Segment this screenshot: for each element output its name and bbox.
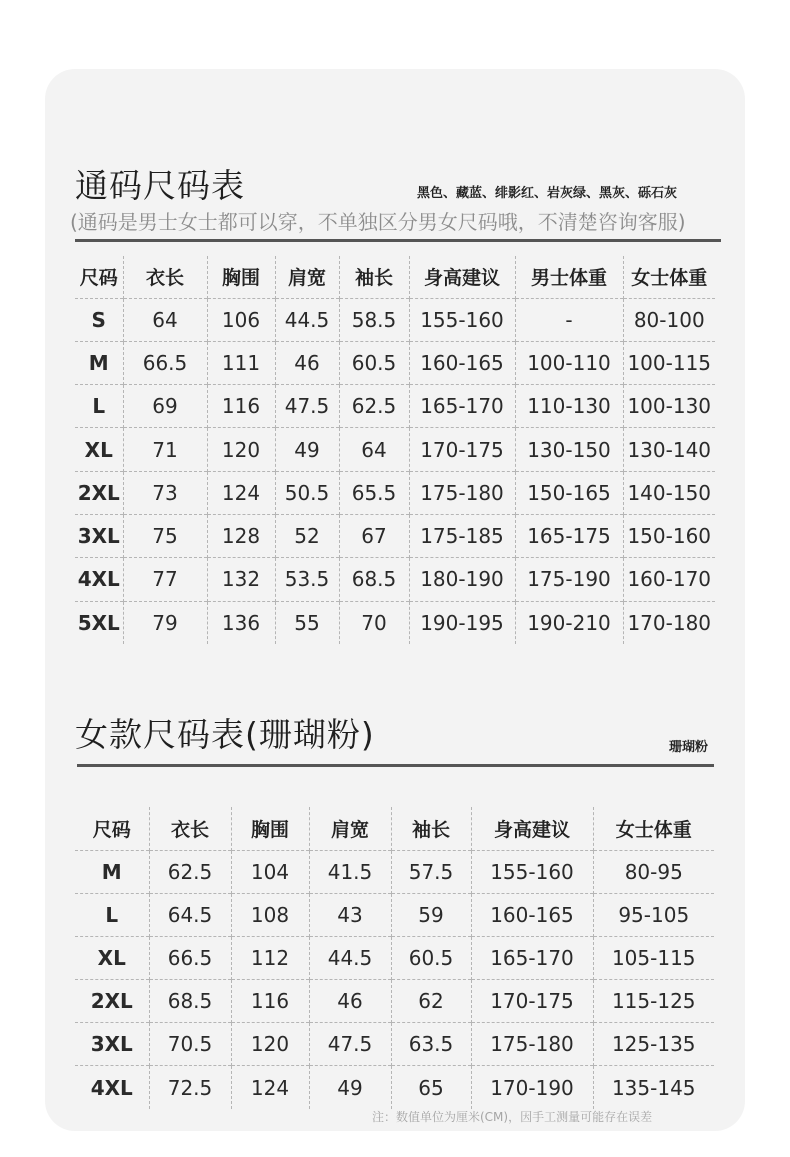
table-cell: 62.5 bbox=[149, 850, 231, 893]
table-cell: 68.5 bbox=[339, 558, 409, 601]
column-header: 男士体重 bbox=[515, 256, 623, 298]
table-cell: 110-130 bbox=[515, 385, 623, 428]
table-cell: 47.5 bbox=[275, 385, 339, 428]
table-cell: 130-140 bbox=[623, 428, 715, 471]
table-row bbox=[75, 850, 714, 893]
table-cell: 57.5 bbox=[391, 850, 471, 893]
table-row bbox=[75, 893, 714, 936]
table-cell: 175-190 bbox=[515, 558, 623, 601]
column-header: 袖长 bbox=[339, 256, 409, 298]
table-cell: 116 bbox=[231, 980, 309, 1023]
table-cell: 111 bbox=[207, 341, 275, 384]
table-cell: 104 bbox=[231, 850, 309, 893]
table-row bbox=[75, 1023, 714, 1066]
table-cell: 175-180 bbox=[409, 471, 515, 514]
table-row bbox=[75, 471, 715, 514]
table-cell: 108 bbox=[231, 893, 309, 936]
unisex-subtitle: (通码是男士女士都可以穿，不单独区分男女尺码哦，不清楚咨询客服) bbox=[70, 210, 686, 234]
table-cell: 190-210 bbox=[515, 601, 623, 644]
table-cell: 64.5 bbox=[149, 893, 231, 936]
table-cell: 165-175 bbox=[515, 514, 623, 557]
table-cell: 49 bbox=[309, 1066, 391, 1109]
table-row bbox=[75, 601, 715, 644]
table-cell: 44.5 bbox=[275, 298, 339, 341]
table-row bbox=[75, 341, 715, 384]
table-cell: 47.5 bbox=[309, 1023, 391, 1066]
size-label-cell: XL bbox=[75, 428, 123, 471]
table-cell: 130-150 bbox=[515, 428, 623, 471]
table-cell: 80-95 bbox=[593, 850, 714, 893]
table-cell: 160-165 bbox=[471, 893, 593, 936]
table-cell: 46 bbox=[309, 980, 391, 1023]
table-cell: 132 bbox=[207, 558, 275, 601]
table-cell: 49 bbox=[275, 428, 339, 471]
table-cell: 60.5 bbox=[391, 936, 471, 979]
size-label-cell: L bbox=[75, 385, 123, 428]
table-cell: 120 bbox=[231, 1023, 309, 1066]
column-header: 尺码 bbox=[79, 267, 118, 290]
table-cell: 67 bbox=[339, 514, 409, 557]
table-cell: 180-190 bbox=[409, 558, 515, 601]
size-label-cell: 2XL bbox=[75, 471, 123, 514]
column-header: 肩宽 bbox=[309, 807, 391, 850]
table-cell: 64 bbox=[339, 428, 409, 471]
header-row bbox=[75, 256, 715, 298]
size-label-cell: M bbox=[75, 341, 123, 384]
size-label-cell: L bbox=[75, 893, 149, 936]
table-cell: 62 bbox=[391, 980, 471, 1023]
table-cell: 66.5 bbox=[123, 341, 207, 384]
table-row bbox=[75, 980, 714, 1023]
table-row bbox=[75, 1066, 714, 1109]
size-label-cell: 4XL bbox=[75, 558, 123, 601]
unisex-colors: 黑色、藏蓝、绯影红、岩灰绿、黑灰、砾石灰 bbox=[417, 186, 678, 201]
table-cell: 63.5 bbox=[391, 1023, 471, 1066]
table-cell: 105-115 bbox=[593, 936, 714, 979]
table-row bbox=[75, 385, 715, 428]
table-cell: 62.5 bbox=[339, 385, 409, 428]
table-cell: 170-180 bbox=[623, 601, 715, 644]
table-cell: 115-125 bbox=[593, 980, 714, 1023]
women-divider bbox=[77, 764, 714, 767]
table-cell: 170-175 bbox=[409, 428, 515, 471]
table-cell: 155-160 bbox=[471, 850, 593, 893]
table-cell: 95-105 bbox=[593, 893, 714, 936]
table-cell: 77 bbox=[123, 558, 207, 601]
size-label-cell: XL bbox=[75, 936, 149, 979]
table-cell: 58.5 bbox=[339, 298, 409, 341]
column-header: 女士体重 bbox=[593, 807, 714, 850]
measurement-note: 注：数值单位为厘米(CM)，因手工测量可能存在误差 bbox=[372, 1110, 653, 1124]
table-cell: 165-170 bbox=[471, 936, 593, 979]
table-cell: 175-185 bbox=[409, 514, 515, 557]
table-cell: 71 bbox=[123, 428, 207, 471]
table-cell: 50.5 bbox=[275, 471, 339, 514]
table-cell: 100-115 bbox=[623, 341, 715, 384]
column-header: 胸围 bbox=[207, 256, 275, 298]
table-row bbox=[75, 298, 715, 341]
table-cell: 69 bbox=[123, 385, 207, 428]
column-header: 身高建议 bbox=[409, 256, 515, 298]
unisex-divider bbox=[75, 239, 721, 242]
size-label-cell: 3XL bbox=[75, 514, 123, 557]
column-header: 衣长 bbox=[149, 807, 231, 850]
table-row bbox=[75, 514, 715, 557]
table-cell: 70 bbox=[339, 601, 409, 644]
size-label-cell: M bbox=[75, 850, 149, 893]
table-cell: 70.5 bbox=[149, 1023, 231, 1066]
size-label-cell: 4XL bbox=[75, 1066, 149, 1109]
table-cell: 46 bbox=[275, 341, 339, 384]
table-cell: 72.5 bbox=[149, 1066, 231, 1109]
table-cell: - bbox=[515, 298, 623, 341]
table-cell: 59 bbox=[391, 893, 471, 936]
table-cell: 165-170 bbox=[409, 385, 515, 428]
table-cell: 170-175 bbox=[471, 980, 593, 1023]
table-cell: 136 bbox=[207, 601, 275, 644]
table-cell: 41.5 bbox=[309, 850, 391, 893]
table-cell: 124 bbox=[231, 1066, 309, 1109]
table-cell: 155-160 bbox=[409, 298, 515, 341]
column-header: 衣长 bbox=[123, 256, 207, 298]
table-cell: 125-135 bbox=[593, 1023, 714, 1066]
table-cell: 116 bbox=[207, 385, 275, 428]
header-row bbox=[75, 807, 714, 850]
women-title: 女款尺码表(珊瑚粉) bbox=[75, 715, 375, 754]
table-cell: 160-170 bbox=[623, 558, 715, 601]
column-header: 袖长 bbox=[391, 807, 471, 850]
table-cell: 120 bbox=[207, 428, 275, 471]
table-cell: 124 bbox=[207, 471, 275, 514]
column-header: 身高建议 bbox=[471, 807, 593, 850]
table-cell: 80-100 bbox=[623, 298, 715, 341]
table-cell: 53.5 bbox=[275, 558, 339, 601]
table-cell: 140-150 bbox=[623, 471, 715, 514]
table-cell: 43 bbox=[309, 893, 391, 936]
table-cell: 55 bbox=[275, 601, 339, 644]
table-cell: 150-165 bbox=[515, 471, 623, 514]
column-header: 女士体重 bbox=[623, 256, 715, 298]
table-cell: 175-180 bbox=[471, 1023, 593, 1066]
column-header: 尺码 bbox=[92, 818, 131, 841]
column-header: 胸围 bbox=[231, 807, 309, 850]
table-cell: 66.5 bbox=[149, 936, 231, 979]
table-cell: 135-145 bbox=[593, 1066, 714, 1109]
table-cell: 150-160 bbox=[623, 514, 715, 557]
table-cell: 75 bbox=[123, 514, 207, 557]
unisex-title: 通码尺码表 bbox=[75, 166, 245, 205]
table-cell: 65.5 bbox=[339, 471, 409, 514]
table-cell: 100-130 bbox=[623, 385, 715, 428]
table-cell: 79 bbox=[123, 601, 207, 644]
column-header: 肩宽 bbox=[275, 256, 339, 298]
table-cell: 52 bbox=[275, 514, 339, 557]
women-size-table bbox=[75, 807, 714, 1109]
table-cell: 68.5 bbox=[149, 980, 231, 1023]
table-cell: 160-165 bbox=[409, 341, 515, 384]
table-cell: 64 bbox=[123, 298, 207, 341]
table-cell: 190-195 bbox=[409, 601, 515, 644]
table-cell: 100-110 bbox=[515, 341, 623, 384]
table-row bbox=[75, 936, 714, 979]
size-label-cell: 3XL bbox=[75, 1023, 149, 1066]
table-cell: 112 bbox=[231, 936, 309, 979]
table-cell: 128 bbox=[207, 514, 275, 557]
table-row bbox=[75, 428, 715, 471]
unisex-size-table bbox=[75, 256, 715, 644]
table-row bbox=[75, 558, 715, 601]
size-label-cell: S bbox=[75, 298, 123, 341]
table-cell: 73 bbox=[123, 471, 207, 514]
women-colors: 珊瑚粉 bbox=[669, 740, 709, 755]
table-cell: 44.5 bbox=[309, 936, 391, 979]
table-cell: 106 bbox=[207, 298, 275, 341]
table-cell: 170-190 bbox=[471, 1066, 593, 1109]
table-cell: 60.5 bbox=[339, 341, 409, 384]
size-label-cell: 2XL bbox=[75, 980, 149, 1023]
size-label-cell: 5XL bbox=[75, 601, 123, 644]
table-cell: 65 bbox=[391, 1066, 471, 1109]
